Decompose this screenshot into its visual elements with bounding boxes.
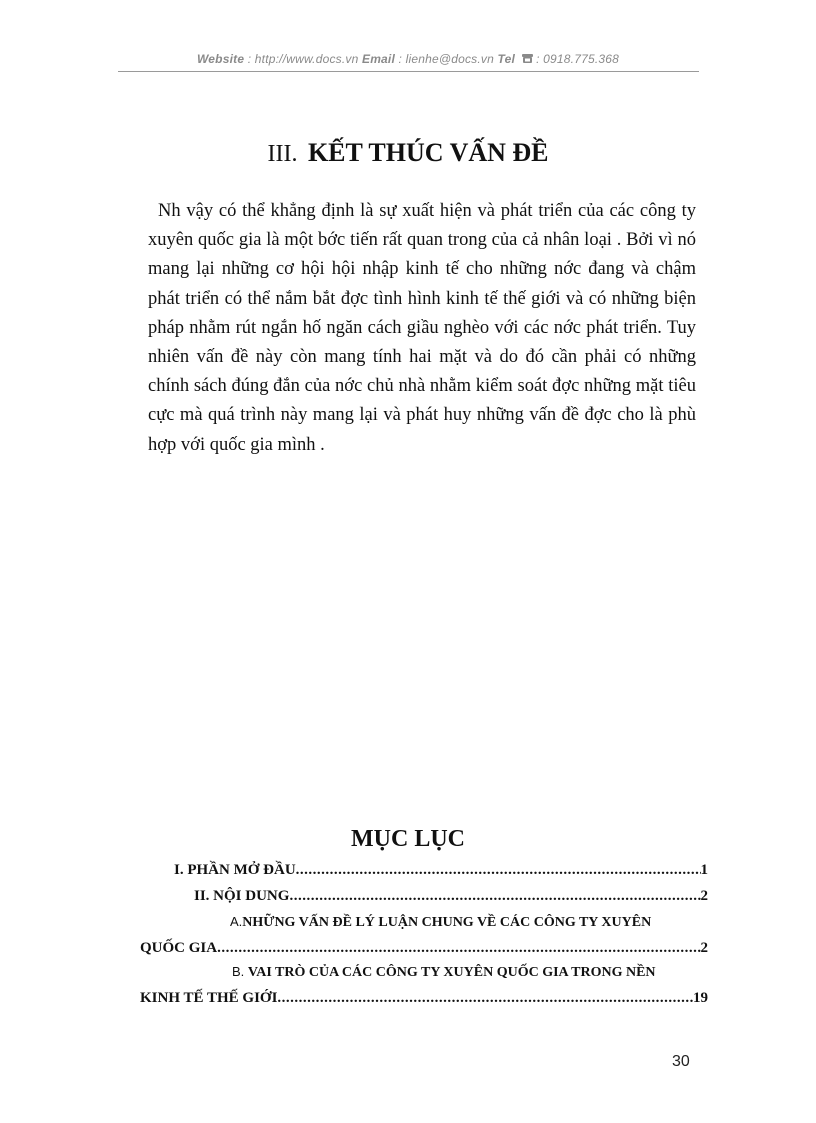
paragraph-text: Nh vậy có thể khẳng định là sự xuất hiện và phát triển của các công ty xuyên quốc gia là một bớc tiến rất quan trong của cả nhân loại . Bởi vì nó mang lại những cơ hội hội nhập kinh tế cho những nớc đang và chậm phát triển có thể nắm bắt đợc tình hình kinh tế thế giới và có những biện pháp nhằm rút ngắn hố ngăn cách giầu nghèo với các nớc phát triển. Tuy nhiên vấn đề này còn mang tính hai mặt và do đó cần phải có những chính sách đúng đắn của nớc chủ nhà nhằm kiểm soát đợc những mặt tiêu cực mà quá trình này mang lại và phát huy những vấn đề đợc cho là phù hợp với quốc gia mình . [148, 201, 696, 455]
section-title [0, 138, 816, 168]
website-label: Website [197, 52, 245, 66]
toc-entry-label: NHỮNG VẤN ĐỀ LÝ LUẬN CHUNG VỀ CÁC CÔNG TY XUYÊN [242, 915, 652, 930]
toc-entry-prefix: A. [230, 914, 243, 929]
tel-value: : 0918.775.368 [532, 52, 619, 66]
toc-leader-dots [277, 990, 693, 1007]
conclusion-paragraph [148, 197, 696, 460]
toc-title: MỤC LỤC [351, 826, 465, 852]
toc-entry-label: KINH TẾ THẾ GIỚI [140, 990, 278, 1006]
tel-label: Tel [497, 52, 516, 66]
toc-entry-page: 2 [700, 888, 708, 904]
toc-entry-page: 19 [693, 990, 708, 1006]
toc-leader-dots [296, 862, 701, 879]
section-number: III. [267, 141, 298, 167]
website-value[interactable]: : http://www.docs.vn [244, 52, 362, 66]
phone-icon [522, 53, 533, 67]
toc-leader-dots [217, 940, 700, 957]
email-label: Email [361, 52, 395, 66]
header-divider [118, 71, 699, 72]
page-number: 30 [672, 1053, 690, 1070]
toc-entry-3-line1[interactable] [230, 914, 651, 931]
toc-entry-2[interactable] [194, 888, 708, 905]
toc-entry-4-line2[interactable] [140, 990, 708, 1007]
toc-entry-label: II. NỘI DUNG [194, 888, 290, 904]
toc-entry-label: QUỐC GIA [140, 940, 218, 956]
toc-entry-1[interactable] [174, 862, 708, 879]
toc-entry-label: I. PHẦN MỞ ĐẦU [174, 862, 296, 878]
toc-entry-label: VAI TRÒ CỦA CÁC CÔNG TY XUYÊN QUỐC GIA TRONG NỀN [247, 965, 656, 980]
toc-entry-4-line1[interactable] [232, 964, 656, 981]
section-title-text: KẾT THÚC VẤN ĐỀ [307, 138, 549, 167]
toc-entry-prefix: B. [232, 964, 248, 979]
toc-entry-3-line2[interactable] [140, 940, 708, 957]
page-header [118, 52, 698, 67]
toc-entry-page: 1 [700, 862, 708, 878]
toc-leader-dots [289, 888, 700, 905]
email-value[interactable]: : lienhe@docs.vn [395, 52, 498, 66]
toc-entry-page: 2 [700, 940, 708, 956]
